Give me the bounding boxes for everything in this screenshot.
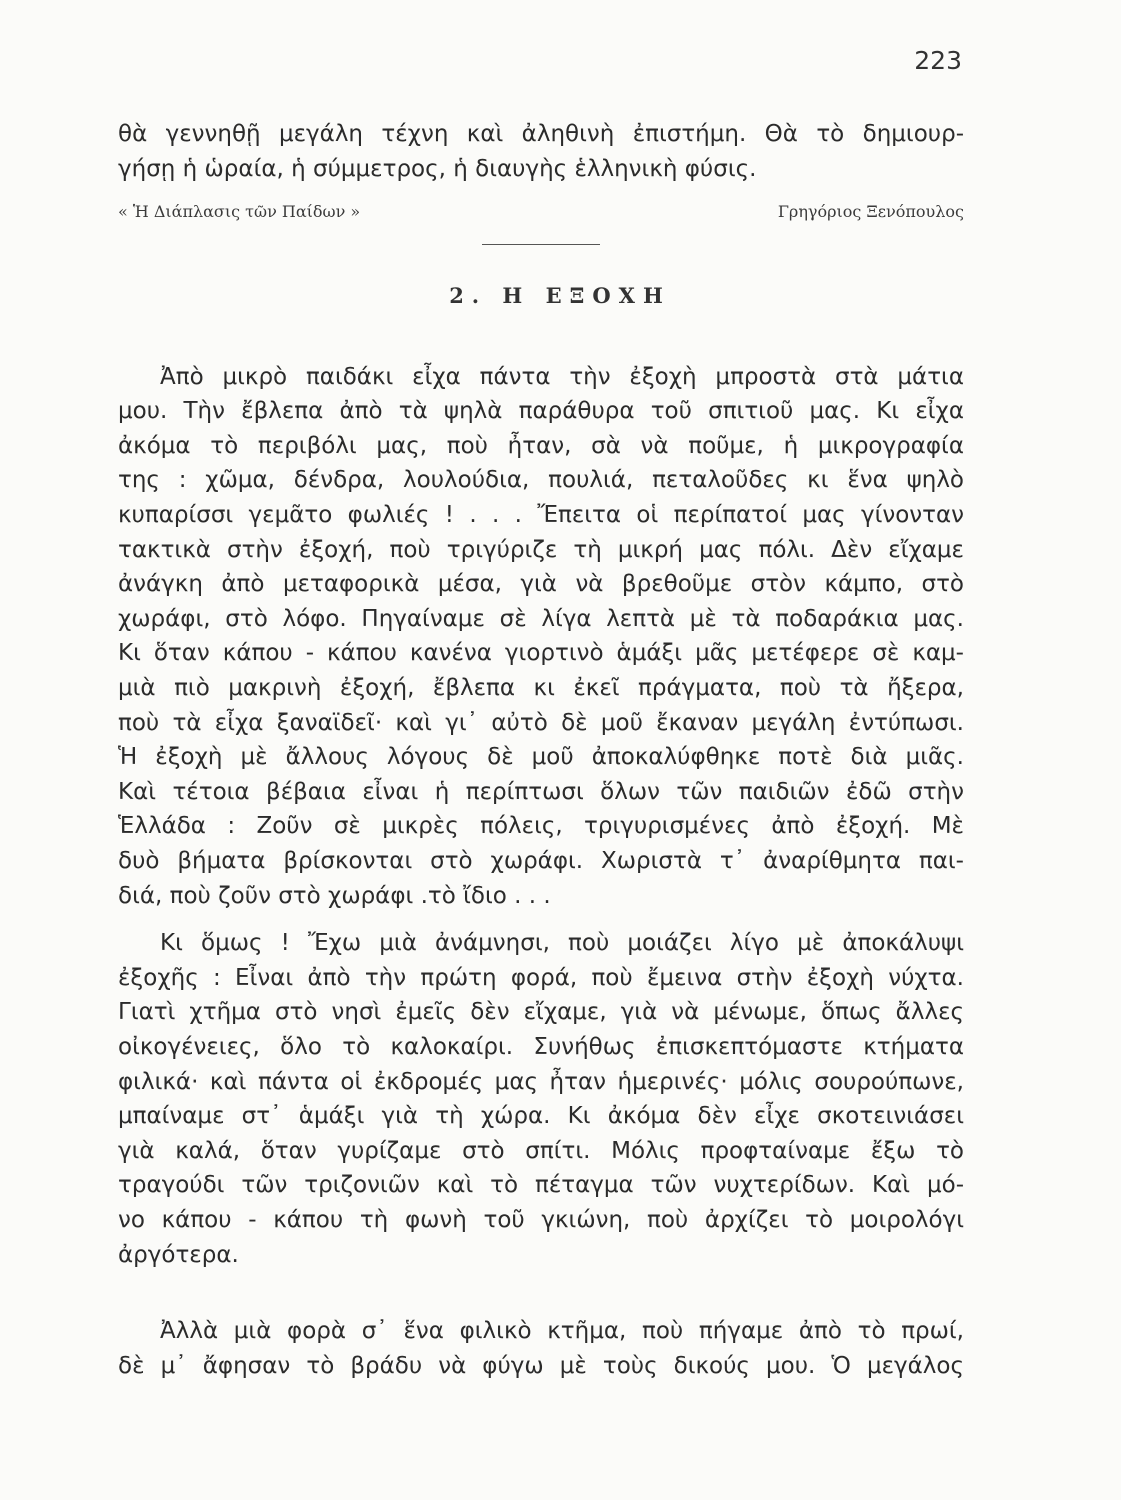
- text-line: μιὰ πιὸ μακρινὴ ἐξοχή, ἔβλεπα κι ἐκεῖ πράγματα, ποὺ τὰ ἤξερα,: [118, 675, 964, 701]
- source-title: « Ἡ Διάπλασις τῶν Παίδων »: [118, 202, 361, 221]
- text-line: ἀκόμα τὸ περιβόλι μας, ποὺ ἦταν, σὰ νὰ ποῦμε, ἡ μικρογραφία: [118, 433, 964, 459]
- section-heading: 2. Η ΕΞΟΧΗ: [449, 283, 671, 308]
- text-line: δυὸ βήματα βρίσκονται στὸ χωράφι. Χωριστὰ τ᾿ ἀναρίθμητα παι-: [118, 848, 964, 874]
- text-line: χωράφι, στὸ λόφο. Πηγαίναμε σὲ λίγα λεπτὰ μὲ τὰ ποδαράκια μας.: [118, 606, 964, 632]
- text-line: τραγούδι τῶν τριζονιῶν καὶ τὸ πέταγμα τῶν νυχτερίδων. Καὶ μό-: [118, 1172, 964, 1198]
- text-line: Γιατὶ χτῆμα στὸ νησὶ ἐμεῖς δὲν εἴχαμε, γιὰ νὰ μένωμε, ὅπως ἄλλες: [118, 999, 964, 1025]
- text-line: ποὺ τὰ εἶχα ξαναϊδεῖ· καὶ γι᾿ αὐτὸ δὲ μοῦ ἔκαναν μεγάλη ἐντύπωσι.: [118, 710, 964, 736]
- text-line: Κι ὅταν κάπου - κάπου κανένα γιορτινὸ ἁμάξι μᾶς μετέφερε σὲ καμ-: [118, 640, 964, 666]
- text-line: τακτικὰ στὴν ἐξοχή, ποὺ τριγύριζε τὴ μικρή μας πόλι. Δὲν εἴχαμε: [118, 537, 964, 563]
- text-line: κυπαρίσσι γεμᾶτο φωλιές ! . . . Ἔπειτα οἱ περίπατοί μας γίνονταν: [118, 502, 964, 528]
- text-line: Ἑλλάδα : Ζοῦν σὲ μικρὲς πόλεις, τριγυρισμένες ἀπὸ ἐξοχή. Μὲ: [118, 813, 964, 839]
- text-line: ἀνάγκη ἀπὸ μεταφορικὰ μέσα, γιὰ νὰ βρεθοῦμε στὸν κάμπο, στὸ: [118, 571, 964, 597]
- text-line: Κι ὅμως ! Ἔχω μιὰ ἀνάμνησι, ποὺ μοιάζει λίγο μὲ ἀποκάλυψι: [160, 930, 964, 956]
- section-divider: [482, 244, 600, 245]
- text-line: νο κάπου - κάπου τὴ φωνὴ τοῦ γκιώνη, ποὺ ἀρχίζει τὸ μοιρολόγι: [118, 1207, 964, 1233]
- text-line: Ἡ ἐξοχὴ μὲ ἄλλους λόγους δὲ μοῦ ἀποκαλύφθηκε ποτὲ διὰ μιᾶς.: [118, 744, 964, 770]
- text-line: Ἀπὸ μικρὸ παιδάκι εἶχα πάντα τὴν ἐξοχὴ μπροστὰ στὰ μάτια: [160, 364, 964, 390]
- text-line: διά, ποὺ ζοῦν στὸ χωράφι .τὸ ἴδιο . . .: [118, 883, 551, 909]
- text-line: μπαίναμε στ᾿ ἁμάξι γιὰ τὴ χώρα. Κι ἀκόμα δὲν εἶχε σκοτεινιάσει: [118, 1103, 964, 1129]
- text-line: δὲ μ᾿ ἄφησαν τὸ βράδυ νὰ φύγω μὲ τοὺς δικούς μου. Ὁ μεγάλος: [118, 1353, 964, 1379]
- text-line: οἰκογένειες, ὅλο τὸ καλοκαίρι. Συνήθως ἐπισκεπτόμαστε κτήματα: [118, 1034, 964, 1060]
- text-line: φιλικά· καὶ πάντα οἱ ἐκδρομές μας ἦταν ἡμερινές· μόλις σουρούπωνε,: [118, 1069, 964, 1095]
- text-line: Καὶ τέτοια βέβαια εἶναι ἡ περίπτωσι ὅλων τῶν παιδιῶν ἐδῶ στὴν: [118, 779, 964, 805]
- text-line: θὰ γεννηθῇ μεγάλη τέχνη καὶ ἀληθινὴ ἐπιστήμη. Θὰ τὸ δημιουρ-: [118, 121, 964, 147]
- source-author: Γρηγόριος Ξενόπουλος: [777, 202, 964, 221]
- text-line: ἀργότερα.: [118, 1242, 239, 1268]
- text-line: μου. Τὴν ἔβλεπα ἀπὸ τὰ ψηλὰ παράθυρα τοῦ σπιτιοῦ μας. Κι εἶχα: [118, 398, 964, 424]
- page-number: 223: [914, 46, 962, 75]
- text-line: γιὰ καλά, ὅταν γυρίζαμε στὸ σπίτι. Μόλις προφταίναμε ἔξω τὸ: [118, 1138, 964, 1164]
- text-line: της : χῶμα, δένδρα, λουλούδια, πουλιά, πεταλοῦδες κι ἕνα ψηλὸ: [118, 467, 964, 493]
- text-line: γήσῃ ἡ ὡραία, ἡ σύμμετρος, ἡ διαυγὴς ἑλληνικὴ φύσις.: [118, 156, 757, 182]
- text-line: Ἀλλὰ μιὰ φορὰ σ᾿ ἕνα φιλικὸ κτῆμα, ποὺ πήγαμε ἀπὸ τὸ πρωί,: [160, 1318, 964, 1344]
- text-line: ἐξοχῆς : Εἶναι ἀπὸ τὴν πρώτη φορά, ποὺ ἔμεινα στὴν ἐξοχὴ νύχτα.: [118, 965, 964, 991]
